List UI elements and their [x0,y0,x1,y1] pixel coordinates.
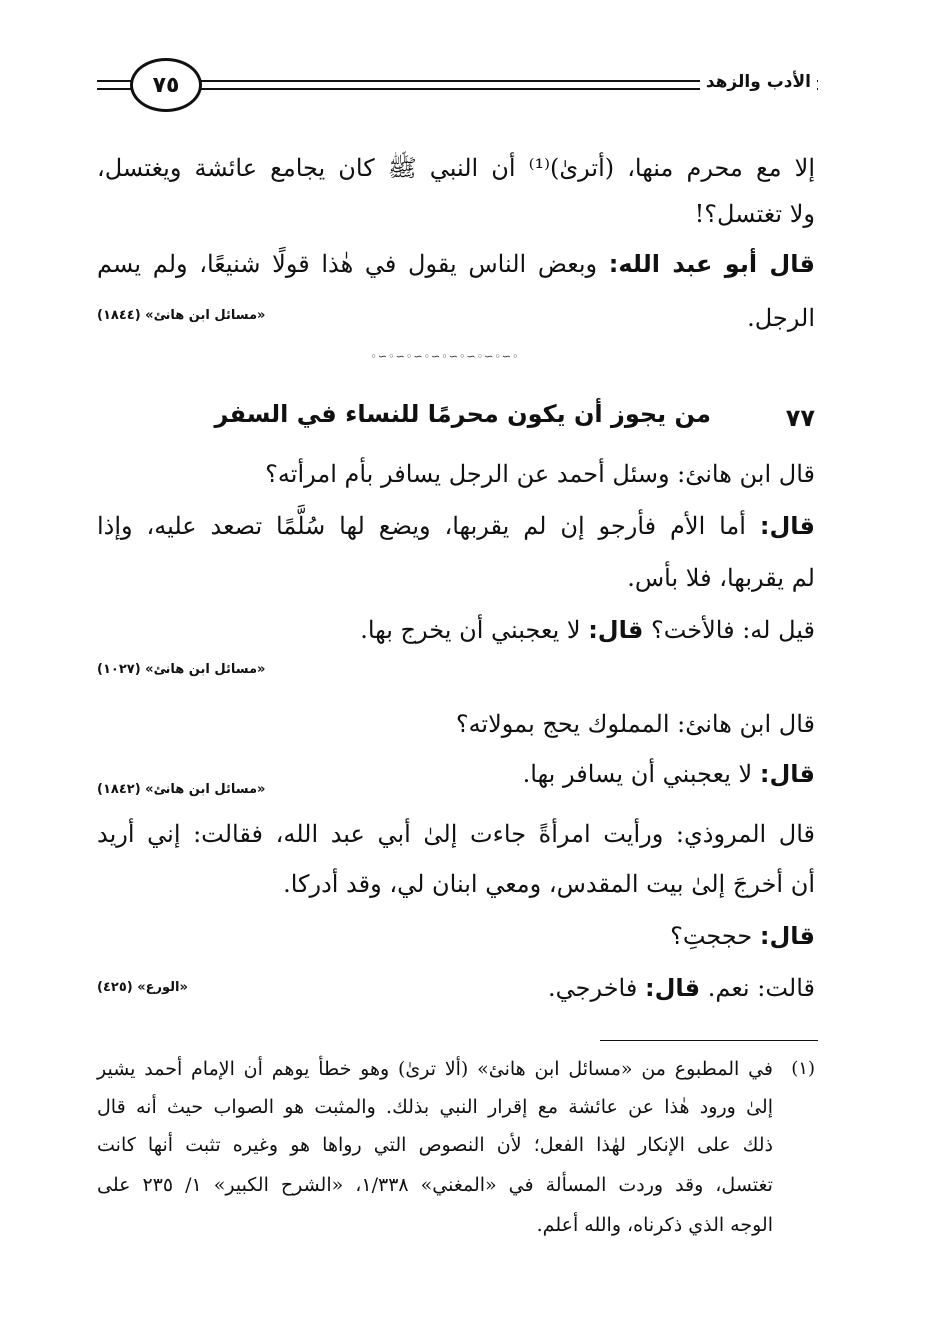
ornament-divider: ◦∽◦∽◦∽◦∽◦∽◦∽◦∽◦∽◦ [370,350,520,362]
speaker-label: قال: [644,974,701,1002]
text-span: فاخرجي. [548,974,645,1002]
footnote-line: تغتسل، وقد وردت المسألة في «المغني» ١/٣٣٨، «الشرح الكبير» ١/ ٢٣٥ على [97,1174,773,1196]
running-title: الأدب والزهد [700,72,817,92]
text-line [97,970,815,1006]
speaker-label: قال أبو عبد الله: [608,250,815,278]
speaker-label: قال: [759,760,815,788]
page-number: ٧٥ [130,58,202,112]
text-line: لم يقربها، فلا بأس. [627,564,815,592]
text-line: إلا مع محرم منها، (أترىٰ)⁽¹⁾ أن النبي ﷺ كان يجامع عائشة ويغتسل، [97,154,815,182]
text-span: قالت: نعم. [700,974,815,1002]
text-line [97,246,815,282]
text-line: الرجل. [747,304,815,332]
text-span: أما الأم فأرجو إن لم يقربها، ويضع لها سُلَّمًا تصعد عليه، وإذا [97,512,760,540]
section-number: ٧٧ [785,404,815,432]
footnote-marker: (١) [791,1058,815,1079]
footnote-line: الوجه الذي ذكرناه، والله أعلم. [536,1214,773,1236]
text-span: حججتِ؟ [670,922,760,950]
text-line: قال ابن هانئ: المملوك يحج بمولاته؟ [455,710,815,738]
text-span: وبعض الناس يقول في هٰذا قولًا شنيعًا، ولم يسم [97,250,609,278]
citation: «مسائل ابن هانئ» (١٠٢٧) [97,662,266,677]
speaker-label: قال: [759,922,815,950]
footnote-line: ذلك على الإنكار لهٰذا الفعل؛ لأن النصوص التي رواها هو وغيره تثبت أنها كانت [97,1134,773,1156]
text-line [97,612,815,648]
citation: «مسائل ابن هانئ» (١٨٤٤) [97,308,266,323]
citation: «الورع» (٤٢٥) [97,980,188,995]
text-span: لا يعجبني أن يخرج بها. [360,616,589,644]
text-line: قال المروذي: ورأيت امرأةً جاءت إلىٰ أبي عبد الله، فقالت: إني أريد [97,820,815,848]
section-title: من يجوز أن يكون محرمًا للنساء في السفر [214,400,711,428]
footnote-line: إلىٰ ورود هٰذا عن عائشة مع إقرار النبي بذلك. والمثبت هو الصواب حيث أنه قال [97,1096,773,1118]
citation: «مسائل ابن هانئ» (١٨٤٢) [97,782,266,797]
text-span: لا يعجبني أن يسافر بها. [522,760,760,788]
text-span: قيل له: فالأخت؟ [643,616,815,644]
page-header [0,0,933,130]
speaker-label: قال: [759,512,815,540]
text-line [97,508,815,544]
footnote-separator [600,1040,818,1041]
text-line: أن أخرجَ إلىٰ بيت المقدس، ومعي ابنان لي، وقد أدركا. [283,870,815,898]
speaker-label: قال: [588,616,644,644]
text-line: ولا تغتسل؟! [694,200,815,228]
footnote-line: في المطبوع من «مسائل ابن هانئ» (ألا ترىٰ) وهو خطأ يوهم أن الإمام أحمد يشير [97,1058,773,1080]
text-line: قال ابن هانئ: وسئل أحمد عن الرجل يسافر بأم امرأته؟ [265,460,815,488]
text-line [97,918,815,954]
